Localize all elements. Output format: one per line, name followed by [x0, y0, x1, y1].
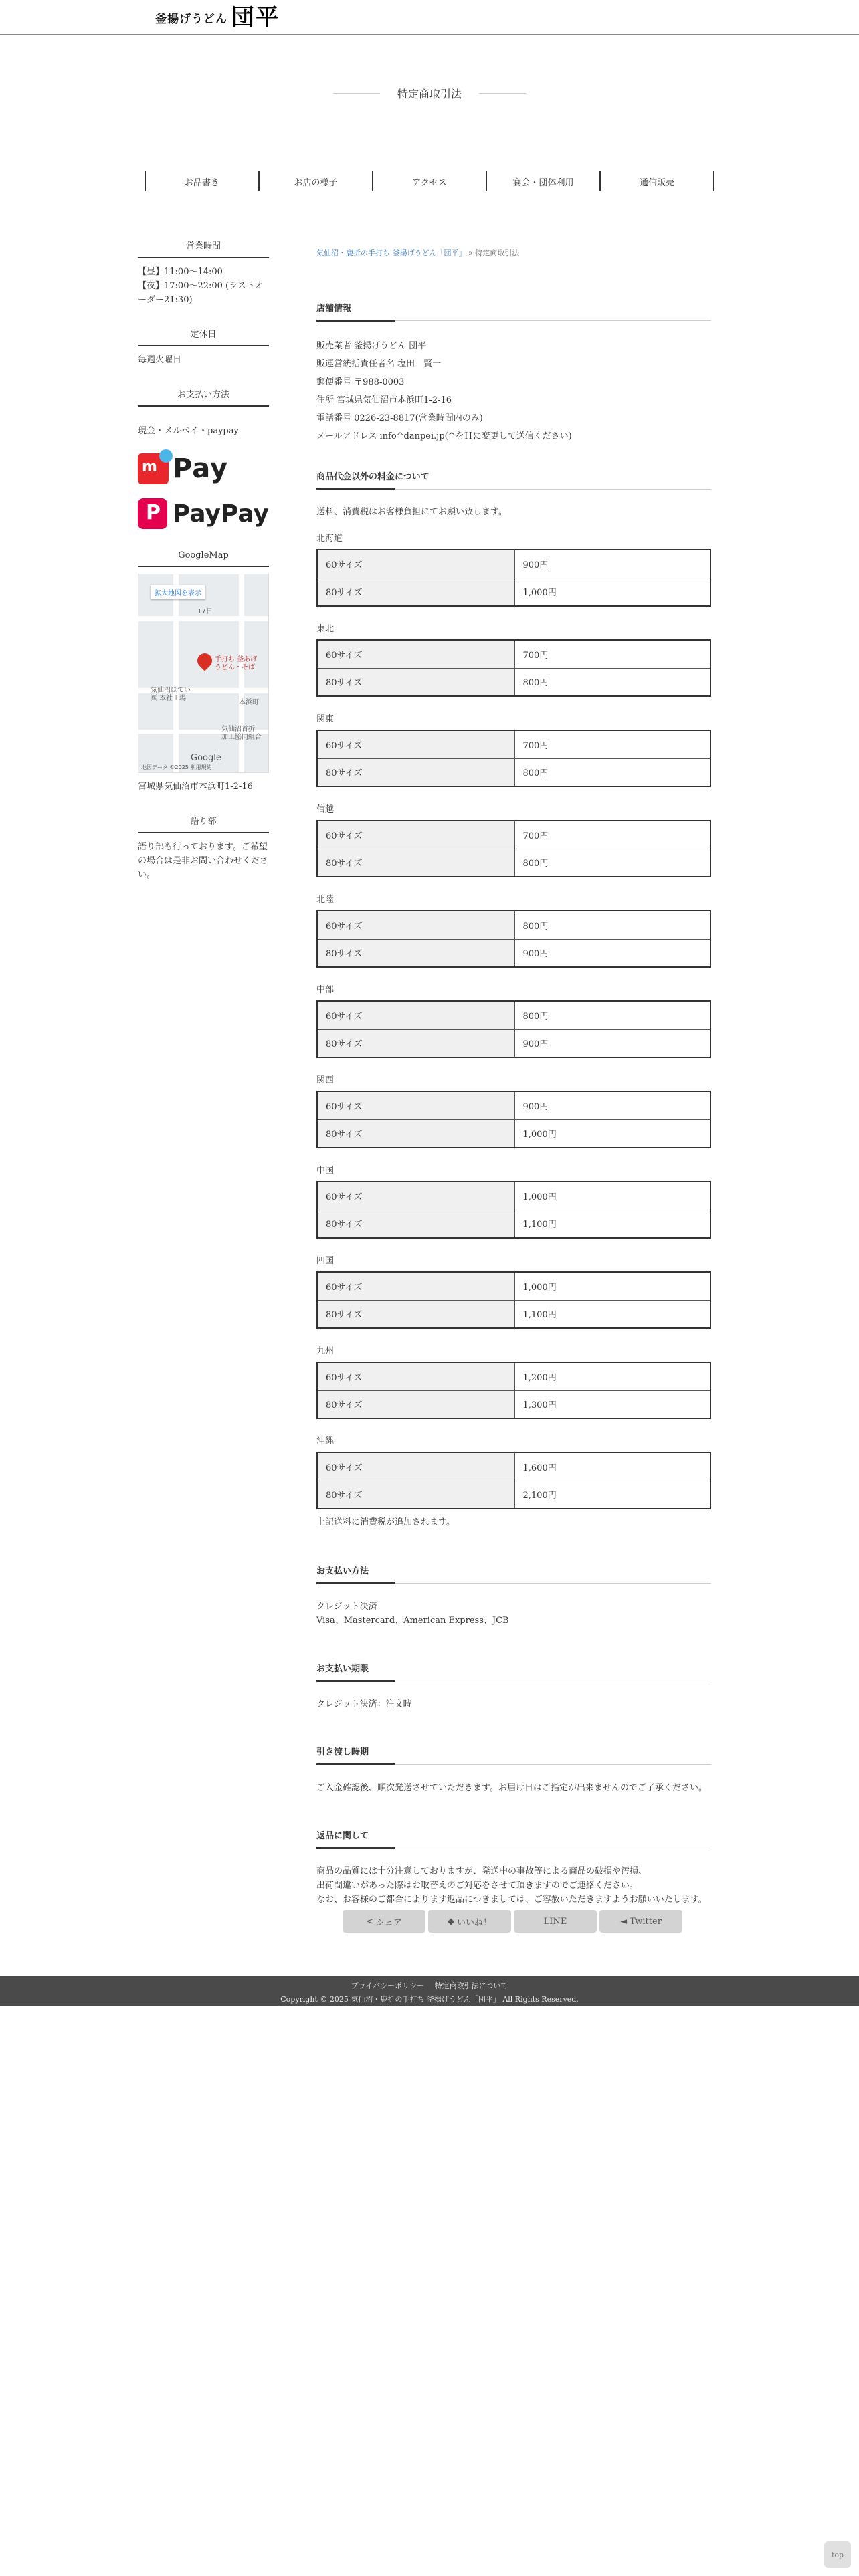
payment-deadline-title: お支払い期限 [316, 1661, 711, 1681]
katari-text: 語り部も行っております。ご希望の場合は是非お問い合わせください。 [138, 842, 269, 880]
shipping-rate-table [316, 1091, 711, 1148]
price-cell: 800円 [514, 911, 710, 939]
heading-divider-left [333, 93, 380, 94]
size-cell: 60サイズ [317, 1272, 514, 1300]
nav-item-access[interactable]: アクセス [372, 171, 486, 191]
privacy-policy-link[interactable]: プライバシーポリシー [351, 1981, 425, 1990]
share-label: シェア [376, 1917, 402, 1928]
shipping-region-label: 沖縄 [316, 1436, 335, 1446]
shipping-region-label: 関西 [316, 1075, 335, 1085]
fees-note: 送料、消費税はお客様負担にてお願い致します。 [316, 507, 507, 517]
shipping-region-label: 九州 [316, 1346, 335, 1356]
size-cell: 60サイズ [317, 550, 514, 578]
shipping-rate-table [316, 1452, 711, 1509]
payment-deadline-text: クレジット決済：注文時 [316, 1699, 412, 1709]
copyright: Copyright © 2025 気仙沼・鹿折の手打ち 釜揚げうどん「団平」 All Rights Reserved. [280, 1995, 579, 2004]
table-row [317, 1091, 710, 1119]
return-line: なお、お客様のご都合によります返品につきましては、ご容赦いただきますようお願いいたします。 [316, 1895, 707, 1905]
share-buttons [343, 1910, 682, 1933]
main-nav [145, 171, 714, 191]
katari-title: 語り部 [138, 814, 269, 833]
table-row [317, 758, 710, 786]
hours-block [138, 239, 269, 307]
merpay-logo [138, 450, 269, 488]
size-cell: 80サイズ [317, 1481, 514, 1509]
thumbs-up-icon: ◆ [447, 1916, 454, 1927]
map-label-coop-2: 加工協同組合 [221, 734, 262, 741]
main-content [316, 247, 711, 1940]
price-cell: 700円 [514, 640, 710, 668]
price-cell: 1,600円 [514, 1453, 710, 1481]
logo-big-text: 団平 [231, 4, 280, 31]
paypay-logo [138, 497, 269, 530]
nav-item-menu[interactable]: お品書き [145, 171, 258, 191]
sidebar [138, 239, 269, 902]
share-icon: < [366, 1916, 374, 1927]
shipping-region-label: 中国 [316, 1166, 335, 1176]
shop-info-list [316, 337, 711, 445]
hours-lunch: 【昼】11:00～14:00 [138, 267, 223, 277]
holiday-block [138, 327, 269, 367]
size-cell: 80サイズ [317, 1119, 514, 1148]
price-cell: 800円 [514, 668, 710, 696]
fees-title: 商品代金以外の料金について [316, 469, 711, 490]
table-row [317, 668, 710, 696]
shipping-rate-table [316, 639, 711, 697]
shipping-rate-table [316, 549, 711, 607]
price-cell: 900円 [514, 1029, 710, 1057]
map-title: GoogleMap [138, 550, 269, 567]
table-row [317, 1481, 710, 1509]
shop-info-line: 販売業者 釜揚げうどん 団平 [316, 341, 427, 351]
size-cell: 80サイズ [317, 1300, 514, 1328]
price-cell: 1,100円 [514, 1300, 710, 1328]
map-block [138, 550, 269, 794]
shop-info-line: 郵便番号 〒988-0003 [316, 377, 405, 387]
table-row [317, 1272, 710, 1300]
shipping-region-label: 四国 [316, 1256, 335, 1266]
table-row [317, 1362, 710, 1390]
payment-text: 現金・メルペイ・paypay [138, 426, 239, 436]
size-cell: 80サイズ [317, 939, 514, 967]
page-heading [0, 86, 859, 101]
map-label-town: 本浜町 [239, 699, 259, 706]
size-cell: 80サイズ [317, 758, 514, 786]
size-cell: 60サイズ [317, 1091, 514, 1119]
shipping-region-label: 信越 [316, 804, 335, 815]
holiday-title: 定休日 [138, 327, 269, 346]
page-title: 特定商取引法 [397, 88, 462, 100]
map-pin-label-2: うどん・そば [215, 664, 255, 671]
size-cell: 60サイズ [317, 821, 514, 849]
paypay-word: PayPay [172, 500, 269, 528]
size-cell: 60サイズ [317, 1362, 514, 1390]
twitter-label: Twitter [630, 1916, 662, 1927]
shipping-tables [316, 531, 711, 1509]
google-logo: Google [191, 753, 221, 763]
like-label: いいね！ [456, 1917, 492, 1928]
size-cell: 60サイズ [317, 730, 514, 758]
shipping-rate-table [316, 1271, 711, 1329]
size-cell: 60サイズ [317, 1453, 514, 1481]
map-label-coop-1: 気仙沼首折 [221, 726, 255, 733]
delivery-text: ご入金確認後、順次発送させていただきます。お届け日はご指定が出来ませんのでご了承ください。 [316, 1783, 707, 1793]
shipping-rate-table [316, 1000, 711, 1058]
payment-method-line: クレジット決済 [316, 1602, 377, 1612]
map-label-factory-2: ㈱ 本社工場 [151, 695, 187, 702]
price-cell: 800円 [514, 758, 710, 786]
size-cell: 80サイズ [317, 578, 514, 606]
payment-method-line: Visa、Mastercard、American Express、JCB [316, 1616, 509, 1626]
shipping-region-label: 関東 [316, 714, 335, 724]
table-row [317, 578, 710, 606]
price-cell: 800円 [514, 849, 710, 877]
table-row [317, 939, 710, 967]
breadcrumb [316, 247, 711, 258]
shipping-rate-table [316, 820, 711, 877]
table-row [317, 1210, 710, 1238]
size-cell: 80サイズ [317, 849, 514, 877]
map-pin-label [215, 656, 257, 672]
price-cell: 1,000円 [514, 1119, 710, 1148]
map-attribution[interactable]: 地図データ ©2025 利用規約 [141, 764, 212, 770]
table-row [317, 1300, 710, 1328]
price-cell: 1,000円 [514, 1272, 710, 1300]
merpay-word: Pay [173, 453, 229, 484]
payment-block [138, 387, 269, 530]
return-line: 出荷間違いがあった際はお取替えのご対応をさせて頂きますのでご連絡ください。 [316, 1881, 638, 1891]
nav-item-banquet[interactable]: 宴会・団体利用 [486, 171, 599, 191]
shipping-region-label: 中部 [316, 985, 335, 995]
price-cell: 700円 [514, 821, 710, 849]
shipping-region-label: 北海道 [316, 534, 343, 544]
table-row [317, 911, 710, 939]
shipping-rate-table [316, 730, 711, 787]
shop-info-line: メールアドレス info^danpei.jp(^をＨに変更して送信ください) [316, 431, 572, 441]
size-cell: 60サイズ [317, 911, 514, 939]
size-cell: 80サイズ [317, 1210, 514, 1238]
size-cell: 80サイズ [317, 1029, 514, 1057]
return-text [316, 1864, 711, 1907]
shop-info-line: 住所 宮城県気仙沼市本浜町1-2-16 [316, 395, 452, 405]
map-label-coop [221, 726, 262, 742]
site-logo[interactable] [155, 4, 280, 31]
breadcrumb-home-link[interactable]: 気仙沼・鹿折の手打ち 釜揚げうどん「団平」 [316, 249, 466, 257]
share-button[interactable] [343, 1910, 425, 1933]
line-button[interactable] [514, 1910, 597, 1933]
tax-note: 上記送料に消費税が追加されます。 [316, 1517, 455, 1527]
table-row [317, 640, 710, 668]
delivery-title: 引き渡し時期 [316, 1745, 711, 1765]
breadcrumb-current: 特定商取引法 [475, 249, 520, 257]
shipping-rate-table [316, 1362, 711, 1419]
price-cell: 800円 [514, 1001, 710, 1029]
back-to-top-button[interactable]: top [824, 2541, 851, 2568]
payment-method-title: お支払い方法 [316, 1564, 711, 1584]
price-cell: 700円 [514, 730, 710, 758]
twitter-button[interactable] [599, 1910, 682, 1933]
site-header [0, 0, 859, 35]
shipping-rate-table [316, 1181, 711, 1239]
google-map[interactable] [138, 574, 269, 773]
table-row [317, 1001, 710, 1029]
size-cell: 60サイズ [317, 1182, 514, 1210]
payment-title: お支払い方法 [138, 387, 269, 407]
return-title: 返品に関して [316, 1828, 711, 1848]
price-cell: 1,300円 [514, 1390, 710, 1418]
shop-info-line: 販運営統括責任者名 塩田 賢一 [316, 359, 442, 369]
shop-info-title: 店舗情報 [316, 301, 711, 321]
price-cell: 900円 [514, 939, 710, 967]
payment-method-text [316, 1600, 711, 1628]
price-cell: 900円 [514, 1091, 710, 1119]
size-cell: 80サイズ [317, 1390, 514, 1418]
price-cell: 900円 [514, 550, 710, 578]
logo-small-text: 釜揚げうどん [155, 12, 227, 26]
footer-links [0, 1976, 859, 1991]
holiday-text: 毎週火曜日 [138, 355, 182, 365]
shop-info-line: 電話番号 0226-23-8817(営業時間内のみ) [316, 413, 483, 423]
size-cell: 80サイズ [317, 668, 514, 696]
shipping-region-label: 北陸 [316, 895, 335, 905]
table-row [317, 1453, 710, 1481]
hours-title: 営業時間 [138, 239, 269, 258]
table-row [317, 849, 710, 877]
like-button[interactable] [428, 1910, 511, 1933]
site-footer [0, 1976, 859, 2006]
price-cell: 1,000円 [514, 1182, 710, 1210]
table-row [317, 1119, 710, 1148]
table-row [317, 1390, 710, 1418]
nav-item-shop[interactable]: お店の様子 [258, 171, 372, 191]
enlarge-map-link[interactable]: 拡大地図を表示 [151, 585, 205, 599]
address-text: 宮城県気仙沼市本浜町1-2-16 [138, 782, 253, 792]
twitter-icon: ◄ [620, 1916, 628, 1927]
return-line: 商品の品質には十分注意しておりますが、発送中の事故等による商品の破損や汚損、 [316, 1866, 648, 1876]
nav-item-mail-order[interactable]: 通信販売 [599, 171, 714, 191]
table-row [317, 550, 710, 578]
table-row [317, 821, 710, 849]
price-cell: 1,000円 [514, 578, 710, 606]
price-cell: 2,100円 [514, 1481, 710, 1509]
shipping-rate-table [316, 910, 711, 968]
line-label: LINE [543, 1916, 567, 1927]
size-cell: 60サイズ [317, 640, 514, 668]
paypay-icon: P [138, 498, 167, 529]
size-cell: 60サイズ [317, 1001, 514, 1029]
price-cell: 1,200円 [514, 1362, 710, 1390]
merpay-icon: m [138, 453, 169, 484]
map-pin-label-1: 手打ち 釜あげ [215, 656, 258, 663]
hours-dinner: 【夜】17:00～22:00 (ラストオーダー21:30) [138, 281, 264, 305]
map-label-factory [151, 687, 191, 703]
breadcrumb-separator: » [466, 249, 476, 257]
map-label-factory-1: 気仙沼ほてい [151, 687, 191, 694]
table-row [317, 730, 710, 758]
tokusho-link[interactable]: 特定商取引法について [434, 1981, 508, 1990]
map-label-block: 17日 [197, 608, 213, 615]
heading-divider-right [479, 93, 526, 94]
price-cell: 1,100円 [514, 1210, 710, 1238]
shipping-region-label: 東北 [316, 624, 335, 634]
katari-block [138, 814, 269, 882]
table-row [317, 1029, 710, 1057]
map-pin-icon[interactable] [194, 650, 215, 671]
table-row [317, 1182, 710, 1210]
